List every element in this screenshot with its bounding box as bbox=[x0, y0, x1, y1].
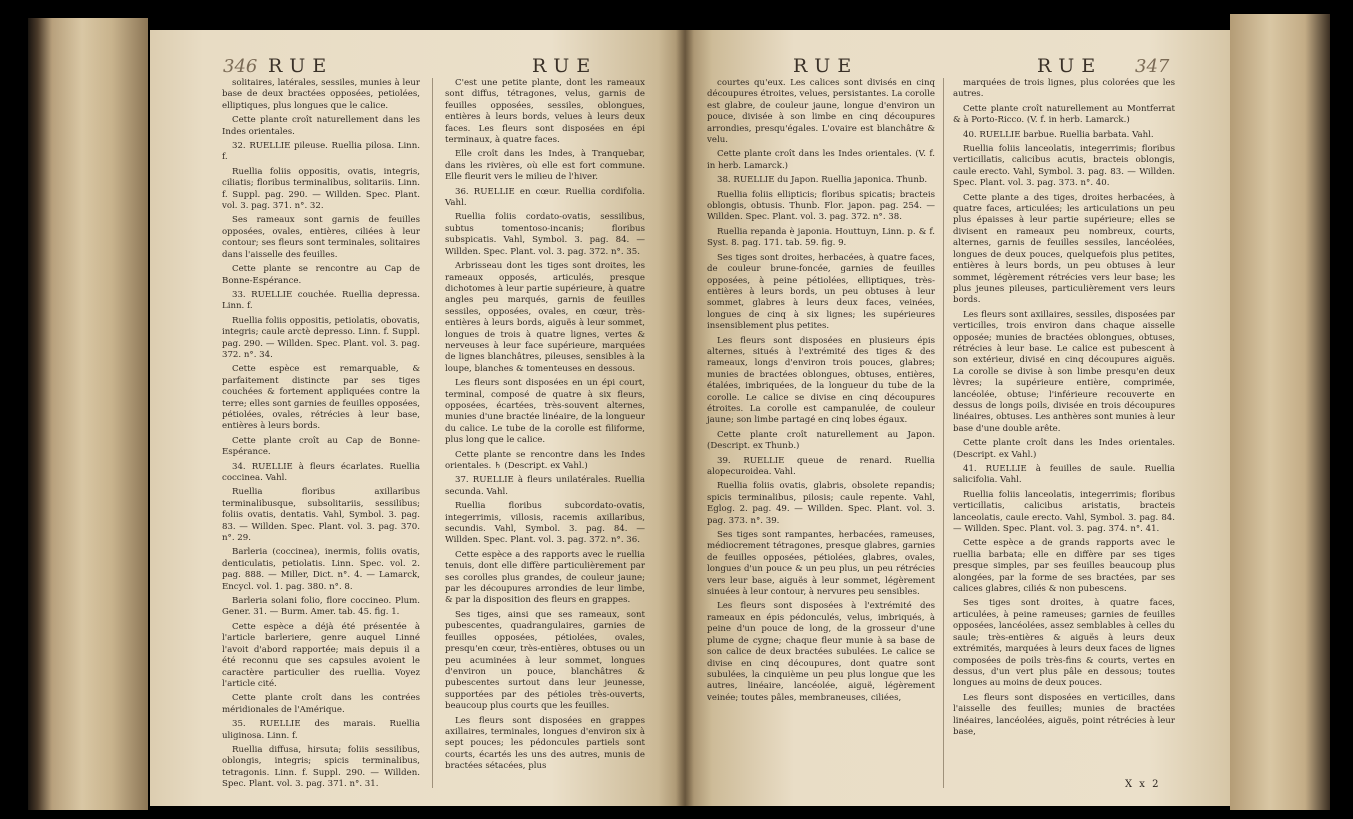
paragraph: Ruellia foliis ellipticis; floribus spicatis; bracteis oblongis, obtusis. Thunb. Flor. japon. pag. 254. — Willden. Spec. Plant. vol. 3. pag. 372. n°. 38. bbox=[707, 189, 935, 223]
paragraph: Les fleurs sont disposées en un épi court, terminal, composé de quatre à six fleurs, opposées, écartées, très-souvent alternes, munies d'une bractée linéaire, de la longueur du calice. Le tube de la corolle est filiforme, plus long que le calice. bbox=[445, 378, 645, 446]
paragraph: Cette plante croît dans les Indes orientales. (Descript. ex Vahl.) bbox=[953, 438, 1175, 460]
paragraph: Ruellia foliis oppositis, ovatis, integris, ciliatis; floribus terminalibus, solitariis. Linn. f. Suppl. pag. 290. — Willden. Spec. Plant. vol. 3. pag. 371. n°. 32. bbox=[222, 166, 420, 212]
right-page-column-1 bbox=[707, 78, 935, 707]
running-head-right-1: RUE bbox=[793, 55, 859, 77]
running-head-left-1: RUE bbox=[268, 55, 334, 77]
paragraph: Les fleurs sont disposées en grappes axillaires, terminales, longues d'environ six à sept pouces; les pédoncules partiels sont courts, écartés les uns des autres, munis de bractées sétacées, plus bbox=[445, 715, 645, 772]
column-divider bbox=[432, 78, 433, 788]
paragraph: 32. RUELLIE pileuse. Ruellia pilosa. Linn. f. bbox=[222, 141, 420, 163]
paragraph: solitaires, latérales, sessiles, munies à leur base de deux bractées opposées, petiolées, elliptiques, plus longues que le calice. bbox=[222, 78, 420, 111]
paragraph: Ruellia floribus axillaribus terminalibusque, subsolitariis, sessilibus; foliis ovatis, dentatis. Vahl, Symbol. 3. pag. 83. — Willden. Spec. Plant. vol. 3. pag. 370. n°. 29. bbox=[222, 487, 420, 544]
paragraph: Cette plante croît naturellement au Montferrat & à Porto-Ricco. (V. f. in herb. Lamarck.) bbox=[953, 103, 1175, 126]
paragraph: Cette espèce a déjà été présentée à l'article barleriere, genre auquel Linné l'avoit d'abord rapportée; mais depuis il a été reconnu que ses capsules avoient le caractère particulier des ruellia. Voyez l'article cité. bbox=[222, 621, 420, 689]
paragraph: 39. RUELLIE queue de renard. Ruellia alopecuroidea. Vahl. bbox=[707, 455, 935, 477]
paragraph: Ses tiges, ainsi que ses rameaux, sont pubescentes, quadrangulaires, garnies de feuilles opposées, pétiolées, ovales, presqu'en cœur, très-entières, obtuses ou un peu acuminées à leur sommet, longues d'environ un pouce, blanchâtres & pubescentes surtout dans leur jeunesse, supportées par des pétioles très-ouverts, beaucoup plus courts que les feuilles. bbox=[445, 609, 645, 712]
paragraph: Ses rameaux sont garnis de feuilles opposées, ovales, entières, ciliées à leur contour; ses fleurs sont terminales, solitaires dans l'aisselle des feuilles. bbox=[222, 215, 420, 260]
paragraph: Cette plante a des tiges, droites herbacées, à quatre faces, articulées; les articulations un peu plus épaisses à leur partie supérieure; elles se divisent en rameaux peu nombreux, courts, alternes, garnis de feuilles sessiles, lancéolées, longues de deux pouces, quelquefois plus petites, entières à leurs bords, un peu obtuses à leur sommet, légèrement rétrécies vers leur base; les plus jeunes pileuses, particulièrement vers leurs bords. bbox=[953, 192, 1175, 306]
paragraph: 36. RUELLIE en cœur. Ruellia cordifolia. Vahl. bbox=[445, 186, 645, 209]
paragraph: Cette plante croît naturellement dans les Indes orientales. bbox=[222, 115, 420, 137]
book-gutter bbox=[676, 30, 694, 806]
paragraph: Cette plante croît au Cap de Bonne-Espérance. bbox=[222, 435, 420, 458]
signature-mark: X x 2 bbox=[1125, 779, 1161, 790]
paragraph: Les fleurs sont axillaires, sessiles, disposées par verticilles, trois environ dans chaque aisselle opposée; munies de bractées oblongues, obtuses, rétrécies à leur base. Le calice est pubescent à son extérieur, divisé en cinq découpures aiguës. La corolle se divise à son limbe presqu'en deux lèvres; la supérieure entière, comprimée, lancéolée, obtuse; l'inférieure recouverte en dessus de longs poils, divisée en trois découpures linéaires, obtuses. Les anthères sont munies à leur base d'une double arête. bbox=[953, 309, 1175, 434]
column-divider bbox=[943, 78, 944, 788]
page-number-left: 346 bbox=[223, 56, 258, 77]
paragraph: Elle croît dans les Indes, à Tranquebar, dans les rivières, où elle est fort commune. Elle fleurit vers le milieu de l'hiver. bbox=[445, 149, 645, 183]
paragraph: Ses tiges sont droites, à quatre faces, articulées, à peine rameuses; garnies de feuilles opposées, lancéolées, assez semblables à celles du saule; très-entières & aiguës à leurs deux extrémités, marquées à leurs deux faces de lignes composées de poils très-fins & courts, vertes en dessus, d'un vert plus pâle en dessous; toutes longues au moins de deux pouces. bbox=[953, 598, 1175, 689]
running-head-right-2: RUE bbox=[1037, 55, 1103, 77]
paragraph: Arbrisseau dont les tiges sont droites, les rameaux opposés, articulés, presque dichotomes à leur partie supérieure, à quatre angles peu marqués, garnis de feuilles sessiles, opposées, ovales, en cœur, très-entières à leurs bords, aiguës à leur sommet, longues de trois à quatre lignes, vertes & nerveuses à leur face supérieure, marquées de lignes blanchâtres, pileuses, sensibles à la loupe, blanches & tomenteuses en dessous. bbox=[445, 261, 645, 374]
left-page-column-1 bbox=[222, 78, 420, 794]
paragraph: 34. RUELLIE à fleurs écarlates. Ruellia coccinea. Vahl. bbox=[222, 461, 420, 483]
page-number-right: 347 bbox=[1135, 56, 1170, 77]
paragraph: Ruellia repanda è japonia. Houttuyn, Linn. p. & f. Syst. 8. pag. 171. tab. 59. fig. 9. bbox=[707, 226, 935, 249]
paragraph: courtes qu'eux. Les calices sont divisés en cinq découpures étroites, velues, persistantes. La corolle est glabre, de couleur jaune, longue d'environ un pouce, divisée à son limbe en cinq découpures arrondies, presqu'égales. L'ovaire est blanchâtre & velu. bbox=[707, 78, 935, 146]
paragraph: Les fleurs sont disposées en plusieurs épis alternes, situés à l'extrémité des tiges & des rameaux, longs d'environ trois pouces, glabres; munies de bractées oblongues, obtuses, entières, étalées, imbriquées, de la longueur du tube de la corolle. Le calice se divise en cinq découpures étroites. La corolle est campanulée, de couleur jaune; son limbe partagé en cinq lobes égaux. bbox=[707, 335, 935, 426]
paragraph: Les fleurs sont disposées en verticilles, dans l'aisselle des feuilles; munies de bractées linéaires, lancéolées, aiguës, point rétrécies à leur base, bbox=[953, 692, 1175, 737]
paragraph: Cette plante se rencontre dans les Indes orientales. ♄ (Descript. ex Vahl.) bbox=[445, 449, 645, 471]
paragraph: Ses tiges sont rampantes, herbacées, rameuses, médiocrement tétragones, presque glabres, garnies de feuilles opposées, pétiolées, glabres, ovales, longues d'un pouce & un peu plus, un peu rétrécies vers leur base, aiguës à leur sommet, légèrement sinuées à leur contour, à nervures peu sensibles. bbox=[707, 530, 935, 598]
paragraph: Ruellia foliis oppositis, petiolatis, obovatis, integris; caule arctè depresso. Linn. f. Suppl. pag. 290. — Willden. Spec. Plant. vol. 3. pag. 372. n°. 34. bbox=[222, 315, 420, 360]
right-page-column-2 bbox=[953, 78, 1175, 741]
paragraph: Ruellia diffusa, hirsuta; foliis sessilibus, oblongis, integris; spicis terminalibus, tetragonis. Linn. f. Suppl. 290. — Willden. Spec. Plant. vol. 3. pag. 371. n°. 31. bbox=[222, 744, 420, 790]
left-page bbox=[150, 30, 685, 806]
left-page-edges bbox=[28, 18, 148, 810]
paragraph: 41. RUELLIE à feuilles de saule. Ruellia salicifolia. Vahl. bbox=[953, 464, 1175, 486]
paragraph: Ruellia foliis ovatis, glabris, obsolete repandis; spicis terminalibus, pilosis; caule repente. Vahl, Eglog. 2. pag. 49. — Willden. Spec. Plant. vol. 3. pag. 373. n°. 39. bbox=[707, 481, 935, 526]
paragraph: Les fleurs sont disposées à l'extrémité des rameaux en épis pédonculés, velus, imbriqués, à peine d'un pouce de long, de la grosseur d'une plume de cygne; chaque fleur munie à sa base de son calice de deux bractées subulées. Le calice se divise en cinq découpures, dont quatre sont subulées, la cinquième un peu plus longue que les autres, linéaire, lancéolée, aiguë, légèrement veinée; toutes pâles, membraneuses, ciliées, bbox=[707, 601, 935, 703]
running-head-left-2: RUE bbox=[532, 55, 598, 77]
paragraph: 38. RUELLIE du Japon. Ruellia japonica. Thunb. bbox=[717, 175, 928, 186]
paragraph: 37. RUELLIE à fleurs unilatérales. Ruellia secunda. Vahl. bbox=[445, 475, 645, 497]
paragraph: Ses tiges sont droites, herbacées, à quatre faces, de couleur brune-foncée, garnies de feuilles opposées, à peine pétiolées, elliptiques, très-entières à leurs bords, un peu obtuses à leur sommet, glabres à leurs deux faces, veinées, longues de cinq à six lignes; les supérieures insensiblement plus petites. bbox=[707, 252, 935, 332]
paragraph: Ruellia foliis lanceolatis, integerrimis; floribus verticillatis, calicibus aristatis, bracteis lanceolatis, caule erecto. Vahl, Symbol. 3. pag. 84. — Willden. Spec. Plant. vol. 3. pag. 374. n°. 41. bbox=[953, 489, 1175, 535]
paragraph: Barleria solani folio, flore coccineo. Plum. Gener. 31. — Burm. Amer. tab. 45. fig. 1. bbox=[222, 596, 420, 618]
paragraph: C'est une petite plante, dont les rameaux sont diffus, tétragones, velus, garnis de feuilles opposées, sessiles, oblongues, entières à leurs bords, velues à leurs deux faces. Les fleurs sont disposées en épi terminaux, à quatre faces. bbox=[445, 78, 645, 146]
paragraph: Cette espèce a de grands rapports avec le ruellia barbata; elle en diffère par ses tiges presque simples, par ses feuilles beaucoup plus alongées, par la forme de ses bractées, par ses calices glabres, ciliés & non pubescens. bbox=[953, 538, 1175, 595]
paragraph: Cette plante se rencontre au Cap de Bonne-Espérance. bbox=[222, 264, 420, 286]
paragraph: Cette plante croît dans les Indes orientales. (V. f. in herb. Lamarck.) bbox=[707, 149, 935, 171]
paragraph: 35. RUELLIE des marais. Ruellia uliginosa. Linn. f. bbox=[222, 719, 420, 741]
right-page bbox=[685, 30, 1230, 806]
left-page-column-2 bbox=[445, 78, 645, 776]
paragraph: Cette plante croît dans les contrées méridionales de l'Amérique. bbox=[222, 693, 420, 715]
paragraph: Cette plante croît naturellement au Japon. (Descript. ex Thunb.) bbox=[707, 429, 935, 452]
paragraph: Ruellia floribus subcordato-ovatis, integerrimis, villosis, racemis axillaribus, secundis. Vahl, Symbol. 3. pag. 84. — Willden. Spec. Plant. vol. 3. pag. 372. n°. 36. bbox=[445, 501, 645, 546]
paragraph: Ruellia foliis cordato-ovatis, sessilibus, subtus tomentoso-incanis; floribus subspicatis. Vahl, Symbol. 3. pag. 84. — Willden. Spec. Plant. vol. 3. pag. 372. n°. 35. bbox=[445, 212, 645, 257]
paragraph: Ruellia foliis lanceolatis, integerrimis; floribus verticillatis, calicibus acutis, bracteis oblongis, caule erecto. Vahl, Symbol. 3. pag. 83. — Willden. Spec. Plant. vol. 3. pag. 373. n°. 40. bbox=[953, 144, 1175, 189]
paragraph: 40. RUELLIE barbue. Ruellia barbata. Vahl. bbox=[963, 129, 1154, 140]
paragraph: Barleria (coccinea), inermis, foliis ovatis, denticulatis, petiolatis. Linn. Spec. vol. 2. pag. 888. — Miller, Dict. n°. 4. — Lamarck, Encycl. vol. 1. pag. 380. n°. 8. bbox=[222, 547, 420, 592]
paragraph: 33. RUELLIE couchée. Ruellia depressa. Linn. f. bbox=[222, 289, 420, 312]
paragraph: Cette espèce a des rapports avec le ruellia tenuis, dont elle diffère particulièrement par ses corolles plus grandes, de couleur jaune; par les découpures arrondies de leur limbe, & par la disposition des fleurs en grappes. bbox=[445, 549, 645, 606]
right-page-edges bbox=[1230, 14, 1330, 810]
paragraph: Cette espèce est remarquable, & parfaitement distincte par ses tiges couchées & fortement appliquées contre la terre; elles sont garnies de feuilles opposées, pétiolées, ovales, rétrécies à leur base, entières à leurs bords. bbox=[222, 364, 420, 432]
paragraph: marquées de trois lignes, plus colorées que les autres. bbox=[953, 78, 1175, 100]
